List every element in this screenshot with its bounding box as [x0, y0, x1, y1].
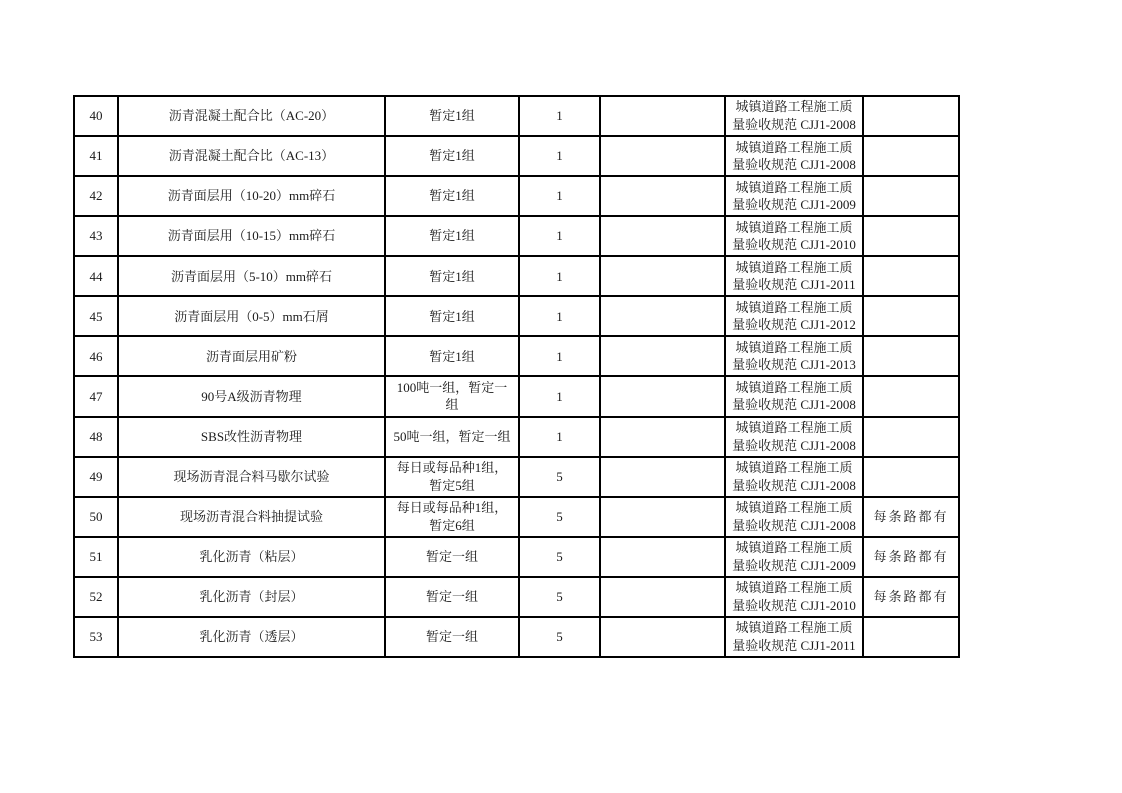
quantity: 1: [519, 256, 600, 296]
test-items-table-container: [73, 95, 958, 658]
remark: 每条路都有: [863, 537, 959, 577]
empty-cell: [600, 336, 725, 376]
remark: [863, 136, 959, 176]
row-number: 42: [74, 176, 118, 216]
empty-cell: [600, 376, 725, 416]
quantity: 1: [519, 136, 600, 176]
sampling-frequency: 暂定1组: [385, 296, 519, 336]
remark: [863, 417, 959, 457]
row-number: 49: [74, 457, 118, 497]
row-number: 53: [74, 617, 118, 657]
empty-cell: [600, 457, 725, 497]
remark: [863, 256, 959, 296]
sampling-frequency: 暂定一组: [385, 537, 519, 577]
remark: [863, 216, 959, 256]
standard-reference: 城镇道路工程施工质量验收规范 CJJ1-2012: [725, 296, 863, 336]
standard-reference: 城镇道路工程施工质量验收规范 CJJ1-2011: [725, 256, 863, 296]
test-item-name: SBS改性沥青物理: [118, 417, 385, 457]
test-item-name: 现场沥青混合料马歇尔试验: [118, 457, 385, 497]
quantity: 5: [519, 537, 600, 577]
table-row: [74, 376, 959, 416]
quantity: 1: [519, 336, 600, 376]
standard-reference: 城镇道路工程施工质量验收规范 CJJ1-2009: [725, 176, 863, 216]
sampling-frequency: 暂定一组: [385, 577, 519, 617]
sampling-frequency: 每日或每品种1组，暂定5组: [385, 457, 519, 497]
test-item-name: 沥青面层用（5-10）mm碎石: [118, 256, 385, 296]
empty-cell: [600, 216, 725, 256]
table-row: [74, 537, 959, 577]
sampling-frequency: 暂定一组: [385, 617, 519, 657]
sampling-frequency: 100吨一组，暂定一组: [385, 376, 519, 416]
row-number: 44: [74, 256, 118, 296]
row-number: 52: [74, 577, 118, 617]
quantity: 5: [519, 577, 600, 617]
table-row: [74, 296, 959, 336]
table-row: [74, 457, 959, 497]
row-number: 41: [74, 136, 118, 176]
row-number: 48: [74, 417, 118, 457]
quantity: 5: [519, 617, 600, 657]
standard-reference: 城镇道路工程施工质量验收规范 CJJ1-2010: [725, 216, 863, 256]
remark: 每条路都有: [863, 497, 959, 537]
test-items-table: [73, 95, 960, 658]
row-number: 51: [74, 537, 118, 577]
test-item-name: 沥青面层用（10-15）mm碎石: [118, 216, 385, 256]
table-row: [74, 256, 959, 296]
quantity: 1: [519, 96, 600, 136]
row-number: 46: [74, 336, 118, 376]
empty-cell: [600, 176, 725, 216]
test-item-name: 乳化沥青（透层）: [118, 617, 385, 657]
standard-reference: 城镇道路工程施工质量验收规范 CJJ1-2010: [725, 577, 863, 617]
remark: [863, 376, 959, 416]
row-number: 45: [74, 296, 118, 336]
sampling-frequency: 暂定1组: [385, 216, 519, 256]
empty-cell: [600, 96, 725, 136]
quantity: 5: [519, 457, 600, 497]
empty-cell: [600, 577, 725, 617]
test-item-name: 沥青混凝土配合比（AC-20）: [118, 96, 385, 136]
sampling-frequency: 50吨一组，暂定一组: [385, 417, 519, 457]
quantity: 1: [519, 176, 600, 216]
remark: [863, 96, 959, 136]
quantity: 1: [519, 296, 600, 336]
test-item-name: 沥青面层用（0-5）mm石屑: [118, 296, 385, 336]
standard-reference: 城镇道路工程施工质量验收规范 CJJ1-2008: [725, 96, 863, 136]
sampling-frequency: 暂定1组: [385, 96, 519, 136]
table-row: [74, 617, 959, 657]
test-item-name: 沥青面层用矿粉: [118, 336, 385, 376]
remark: [863, 176, 959, 216]
table-row: [74, 497, 959, 537]
empty-cell: [600, 136, 725, 176]
sampling-frequency: 暂定1组: [385, 336, 519, 376]
sampling-frequency: 暂定1组: [385, 176, 519, 216]
test-item-name: 沥青混凝土配合比（AC-13）: [118, 136, 385, 176]
quantity: 5: [519, 497, 600, 537]
row-number: 43: [74, 216, 118, 256]
table-row: [74, 577, 959, 617]
sampling-frequency: 暂定1组: [385, 136, 519, 176]
row-number: 40: [74, 96, 118, 136]
quantity: 1: [519, 417, 600, 457]
table-row: [74, 336, 959, 376]
standard-reference: 城镇道路工程施工质量验收规范 CJJ1-2009: [725, 537, 863, 577]
test-item-name: 现场沥青混合料抽提试验: [118, 497, 385, 537]
empty-cell: [600, 256, 725, 296]
test-item-name: 90号A级沥青物理: [118, 376, 385, 416]
remark: 每条路都有: [863, 577, 959, 617]
table-row: [74, 96, 959, 136]
row-number: 50: [74, 497, 118, 537]
sampling-frequency: 暂定1组: [385, 256, 519, 296]
row-number: 47: [74, 376, 118, 416]
table-row: [74, 176, 959, 216]
remark: [863, 296, 959, 336]
remark: [863, 457, 959, 497]
standard-reference: 城镇道路工程施工质量验收规范 CJJ1-2013: [725, 336, 863, 376]
standard-reference: 城镇道路工程施工质量验收规范 CJJ1-2008: [725, 136, 863, 176]
empty-cell: [600, 296, 725, 336]
remark: [863, 617, 959, 657]
table-row: [74, 136, 959, 176]
quantity: 1: [519, 216, 600, 256]
empty-cell: [600, 497, 725, 537]
sampling-frequency: 每日或每品种1组，暂定6组: [385, 497, 519, 537]
empty-cell: [600, 417, 725, 457]
test-item-name: 乳化沥青（粘层）: [118, 537, 385, 577]
test-item-name: 乳化沥青（封层）: [118, 577, 385, 617]
standard-reference: 城镇道路工程施工质量验收规范 CJJ1-2011: [725, 617, 863, 657]
empty-cell: [600, 617, 725, 657]
empty-cell: [600, 537, 725, 577]
standard-reference: 城镇道路工程施工质量验收规范 CJJ1-2008: [725, 457, 863, 497]
table-row: [74, 417, 959, 457]
quantity: 1: [519, 376, 600, 416]
standard-reference: 城镇道路工程施工质量验收规范 CJJ1-2008: [725, 376, 863, 416]
test-item-name: 沥青面层用（10-20）mm碎石: [118, 176, 385, 216]
table-row: [74, 216, 959, 256]
standard-reference: 城镇道路工程施工质量验收规范 CJJ1-2008: [725, 417, 863, 457]
standard-reference: 城镇道路工程施工质量验收规范 CJJ1-2008: [725, 497, 863, 537]
remark: [863, 336, 959, 376]
